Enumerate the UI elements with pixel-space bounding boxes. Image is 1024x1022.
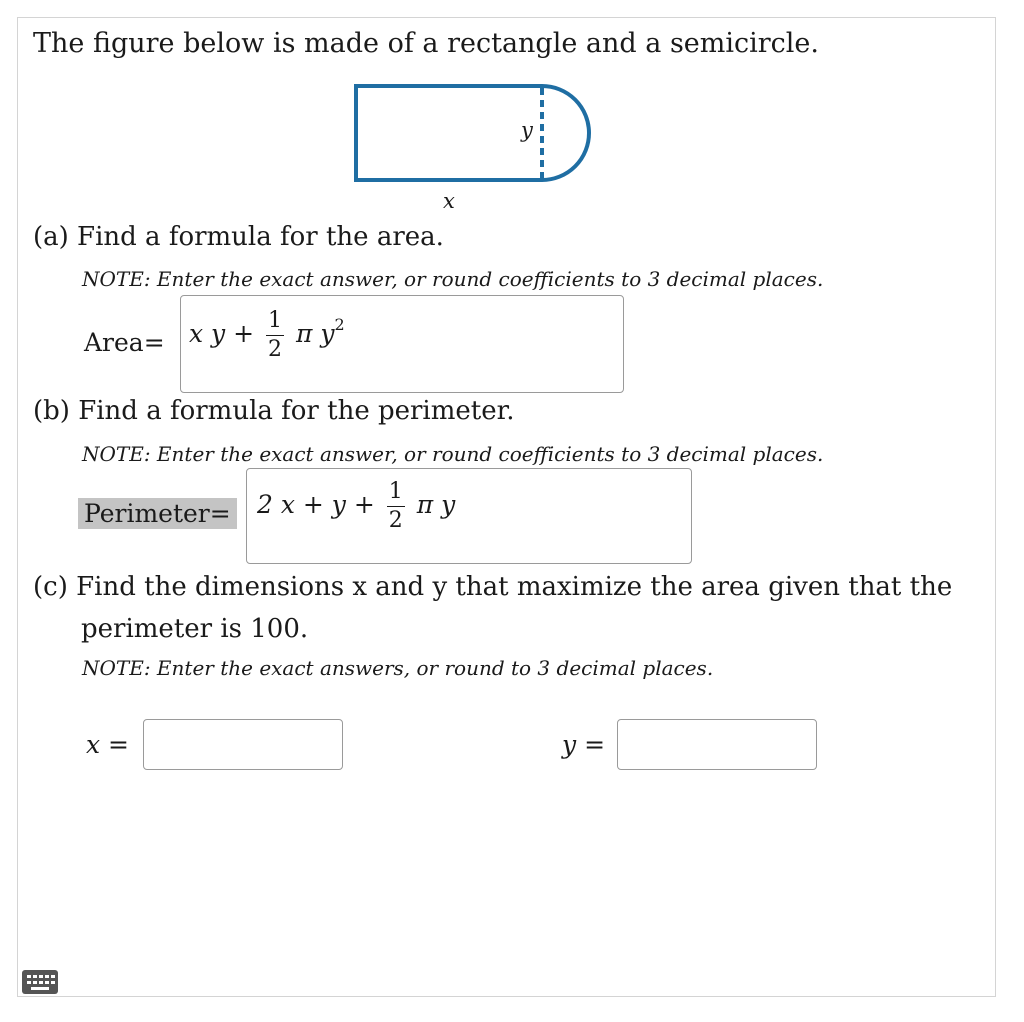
- perimeter-fraction-numerator: 1: [387, 481, 405, 507]
- figure-label-x: x: [443, 189, 455, 213]
- perimeter-label: Perimeter=: [78, 498, 237, 529]
- part-a-question: (a) Find a formula for the area.: [33, 222, 444, 252]
- y-answer-input[interactable]: [617, 719, 817, 770]
- x-answer-input[interactable]: [143, 719, 343, 770]
- x-answer-label: x =: [86, 730, 129, 759]
- perimeter-term2: π y: [416, 490, 456, 519]
- keyboard-icon[interactable]: [22, 970, 58, 994]
- part-c-question-line2: perimeter is 100.: [81, 614, 309, 644]
- figure-outline: [356, 86, 589, 180]
- area-fraction-denominator: 2: [268, 337, 283, 362]
- area-fraction-numerator: 1: [266, 310, 284, 336]
- part-b-question: (b) Find a formula for the perimeter.: [33, 396, 515, 426]
- part-a-note: NOTE: Enter the exact answer, or round coefficients to 3 decimal places.: [82, 267, 824, 291]
- area-term2: π y: [295, 319, 335, 348]
- part-b-note: NOTE: Enter the exact answer, or round coefficients to 3 decimal places.: [82, 442, 824, 466]
- part-c-question-line1: (c) Find the dimensions x and y that maximize the area given that the: [33, 572, 953, 602]
- perimeter-fraction-denominator: 2: [388, 508, 403, 533]
- area-term1: x y +: [189, 319, 255, 348]
- perimeter-term1: 2 x + y +: [257, 490, 375, 519]
- area-formula: [189, 310, 345, 361]
- area-exponent: 2: [334, 315, 345, 334]
- area-label: Area=: [84, 328, 165, 357]
- perimeter-formula: [257, 481, 455, 532]
- part-c-note: NOTE: Enter the exact answers, or round to 3 decimal places.: [82, 656, 714, 680]
- area-fraction: [266, 310, 284, 361]
- area-answer-input[interactable]: [180, 295, 624, 393]
- rectangle-semicircle-figure: [340, 78, 600, 213]
- y-answer-label: y =: [562, 730, 606, 759]
- perimeter-fraction: [387, 481, 405, 532]
- problem-intro: The figure below is made of a rectangle and a semicircle.: [33, 28, 819, 59]
- figure-label-y: y: [521, 118, 533, 142]
- perimeter-answer-input[interactable]: [246, 468, 692, 564]
